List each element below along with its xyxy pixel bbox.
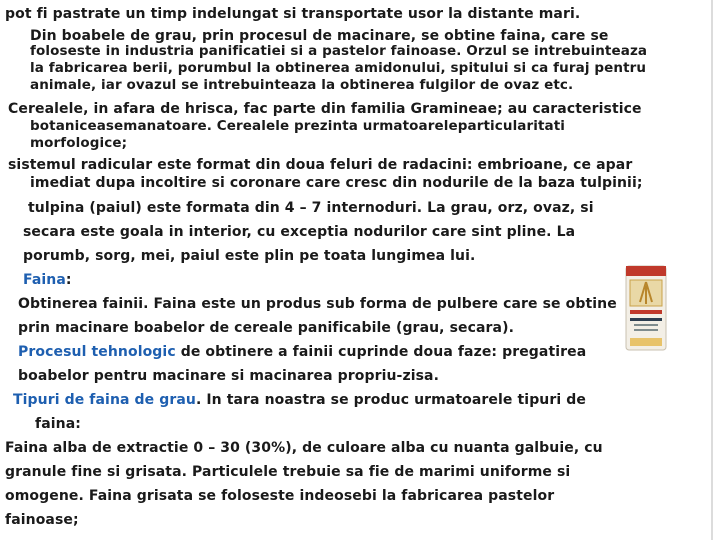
text-line-14: Obtinerea fainii. Faina este un produs sub forma de pulbere care se obtine: [18, 296, 617, 312]
text-line-20: omogene. Faina grisata se foloseste indeosebi la fabricarea pastelor: [5, 488, 555, 504]
text-line-1: pot fi pastrate un timp indelungat si transportate usor la distante mari.: [5, 6, 581, 22]
text-line-17: faina:: [35, 416, 81, 432]
faina-colon: :: [65, 272, 72, 288]
text-line-13: porumb, sorg, mei, paiul este plin pe toata lungimea lui.: [23, 248, 476, 264]
text-line-6: Cerealele, in afara de hrisca, fac parte din familia Gramineae; au caracteristice: [8, 101, 642, 117]
text-line-7: botaniceasemanatoare. Cerealele prezinta urmatoareleparticularitati: [30, 118, 566, 134]
text-line-3: foloseste in industria panificatiei si a pastelor fainoase. Orzul se intrebuinteaza: [30, 43, 648, 59]
text-line-9: sistemul radicular este format din doua feluri de radacini: embrioane, ce apar: [8, 157, 633, 173]
faina-heading: Faina: [23, 272, 66, 288]
tipuri-label: Tipuri de faina de grau: [13, 392, 196, 408]
text-line-12: secara este goala in interior, cu exceptia nodurilor care sint pline. La: [23, 224, 576, 240]
right-edge-divider: [711, 0, 713, 540]
faina-heading-line: [23, 273, 72, 287]
tipuri-rest: . In tara noastra se produc urmatoarele tipuri de: [195, 392, 586, 408]
proces-label: Procesul tehnologic: [18, 344, 176, 360]
text-line-5: animale, iar ovazul se intrebuinteaza la obtinerea fulgilor de ovaz etc.: [30, 77, 574, 93]
flour-bag-image: [624, 262, 668, 352]
text-line-11: tulpina (paiul) este formata din 4 – 7 internoduri. La grau, orz, ovaz, si: [28, 200, 594, 216]
text-line-15: prin macinare boabelor de cereale panificabile (grau, secara).: [18, 320, 515, 336]
proces-rest: de obtinere a fainii cuprinde doua faze: pregatirea: [175, 344, 587, 360]
text-line-10: imediat dupa incoltire si coronare care cresc din nodurile de la baza tulpinii;: [30, 175, 643, 191]
text-line-18: Faina alba de extractie 0 – 30 (30%), de culoare alba cu nuanta galbuie, cu: [5, 440, 603, 456]
text-line-16: boabelor pentru macinare si macinarea propriu-zisa.: [18, 368, 440, 384]
text-line-21: fainoase;: [5, 512, 79, 528]
text-line-19: granule fine si grisata. Particulele trebuie sa fie de marimi uniforme si: [5, 464, 571, 480]
proces-line: [18, 345, 586, 359]
tipuri-line: [13, 393, 586, 407]
text-line-2: Din boabele de grau, prin procesul de macinare, se obtine faina, care se: [30, 28, 609, 44]
text-line-8: morfologice;: [30, 135, 128, 151]
text-line-4: la fabricarea berii, porumbul la obtinerea amidonului, spitului si ca furaj pentru: [30, 60, 647, 76]
